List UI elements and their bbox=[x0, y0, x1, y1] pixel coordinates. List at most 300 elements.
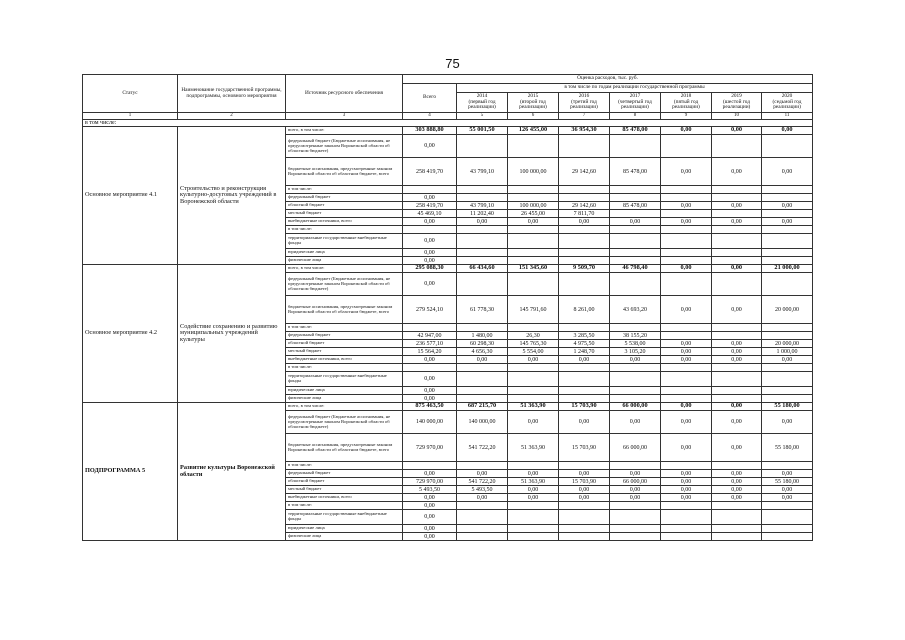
value-year: 0,00 bbox=[762, 470, 813, 478]
value-year: 0,00 bbox=[661, 265, 712, 273]
funding-source: в том числе: bbox=[286, 364, 403, 372]
value-year bbox=[610, 533, 661, 541]
year-value: 2020 bbox=[781, 93, 793, 100]
value-year: 0,00 bbox=[610, 356, 661, 364]
value-year bbox=[661, 249, 712, 257]
value-year: 51 363,90 bbox=[508, 403, 559, 411]
value-year bbox=[762, 502, 813, 510]
value-year bbox=[610, 525, 661, 533]
value-year: 0,00 bbox=[712, 202, 762, 210]
value-year: 0,00 bbox=[762, 356, 813, 364]
section-name: Содействие сохранению и развитию муниципальных учреждений культуры bbox=[178, 265, 286, 403]
value-year: 0,00 bbox=[661, 486, 712, 494]
value-year bbox=[712, 372, 762, 387]
section-status: Основное мероприятие 4.1 bbox=[83, 127, 178, 265]
value-year bbox=[762, 533, 813, 541]
value-year bbox=[762, 186, 813, 194]
value-year bbox=[712, 462, 762, 470]
value-year: 0,00 bbox=[661, 494, 712, 502]
value-year: 0,00 bbox=[610, 470, 661, 478]
value-year bbox=[457, 324, 508, 332]
value-year: 85 478,00 bbox=[610, 158, 661, 186]
value-year: 0,00 bbox=[661, 218, 712, 226]
funding-source: местный бюджет bbox=[286, 210, 403, 218]
value-year bbox=[559, 257, 610, 265]
value-year: 46 798,40 bbox=[610, 265, 661, 273]
year-value: 2018 bbox=[680, 93, 692, 100]
value-year: 140 000,00 bbox=[457, 411, 508, 434]
value-year: 0,00 bbox=[762, 127, 813, 135]
value-year: 100 000,00 bbox=[508, 158, 559, 186]
column-number: 5 bbox=[457, 113, 508, 120]
value-year bbox=[661, 226, 712, 234]
value-total: 0,00 bbox=[403, 273, 457, 296]
header-source: Источник ресурсного обеспечения bbox=[286, 75, 403, 113]
funding-source: территориальные государственные внебюджетные фонды bbox=[286, 510, 403, 525]
value-year bbox=[661, 395, 712, 403]
value-year bbox=[610, 324, 661, 332]
value-year bbox=[661, 502, 712, 510]
funding-source: всего, в том числе: bbox=[286, 127, 403, 135]
value-total: 5 493,50 bbox=[403, 486, 457, 494]
value-year: 0,00 bbox=[712, 340, 762, 348]
value-year: 36 954,30 bbox=[559, 127, 610, 135]
value-year: 151 345,60 bbox=[508, 265, 559, 273]
year-value: 2016 bbox=[578, 93, 590, 100]
value-year: 0,00 bbox=[508, 486, 559, 494]
value-total: 0,00 bbox=[403, 194, 457, 202]
value-year: 0,00 bbox=[661, 127, 712, 135]
value-year: 55 180,00 bbox=[762, 403, 813, 411]
funding-source: юридические лица bbox=[286, 525, 403, 533]
column-number: 1 bbox=[83, 113, 178, 120]
funding-source: областной бюджет bbox=[286, 202, 403, 210]
value-year bbox=[457, 387, 508, 395]
funding-source: внебюджетные источники, всего bbox=[286, 494, 403, 502]
value-year: 0,00 bbox=[508, 494, 559, 502]
value-year: 11 202,40 bbox=[457, 210, 508, 218]
value-year bbox=[457, 249, 508, 257]
funding-source: областной бюджет bbox=[286, 340, 403, 348]
value-year: 0,00 bbox=[762, 218, 813, 226]
year-label: (пятый год реализации) bbox=[672, 98, 700, 111]
value-year bbox=[559, 234, 610, 249]
value-year bbox=[508, 510, 559, 525]
value-year bbox=[661, 257, 712, 265]
funding-source: бюджетные ассигнования, предусмотренные законом Воронежской области об областном бюджете, всего bbox=[286, 434, 403, 462]
value-year bbox=[610, 502, 661, 510]
value-year: 61 778,30 bbox=[457, 296, 508, 324]
value-year: 0,00 bbox=[712, 348, 762, 356]
value-year bbox=[762, 525, 813, 533]
value-year: 0,00 bbox=[712, 478, 762, 486]
value-year: 0,00 bbox=[762, 494, 813, 502]
year-label: (третий год реализации) bbox=[570, 98, 598, 111]
value-year bbox=[610, 249, 661, 257]
value-year: 0,00 bbox=[559, 494, 610, 502]
value-total: 0,00 bbox=[403, 510, 457, 525]
column-number: 10 bbox=[712, 113, 762, 120]
value-year: 0,00 bbox=[762, 202, 813, 210]
header-year-2014 bbox=[457, 93, 508, 113]
value-total: 0,00 bbox=[403, 470, 457, 478]
value-year: 0,00 bbox=[712, 411, 762, 434]
value-year: 0,00 bbox=[762, 486, 813, 494]
value-year: 0,00 bbox=[661, 348, 712, 356]
value-year bbox=[661, 135, 712, 158]
header-name: Наименование государственной программы, подпрограммы, основного мероприятия bbox=[178, 75, 286, 113]
value-year: 0,00 bbox=[610, 486, 661, 494]
funding-source: федеральный бюджет bbox=[286, 194, 403, 202]
value-year bbox=[457, 510, 508, 525]
funding-source: местный бюджет bbox=[286, 486, 403, 494]
value-total: 0,00 bbox=[403, 395, 457, 403]
funding-source: физические лица bbox=[286, 257, 403, 265]
value-total bbox=[403, 462, 457, 470]
value-total: 729 970,00 bbox=[403, 434, 457, 462]
value-year bbox=[508, 135, 559, 158]
value-year: 26,30 bbox=[508, 332, 559, 340]
value-year: 541 722,20 bbox=[457, 434, 508, 462]
value-year: 0,00 bbox=[661, 403, 712, 411]
value-year bbox=[762, 135, 813, 158]
value-total: 0,00 bbox=[403, 494, 457, 502]
value-year bbox=[508, 395, 559, 403]
value-year: 5 538,00 bbox=[610, 340, 661, 348]
value-year bbox=[508, 234, 559, 249]
value-year: 100 000,00 bbox=[508, 202, 559, 210]
value-year: 85 478,00 bbox=[610, 202, 661, 210]
value-year: 38 155,20 bbox=[610, 332, 661, 340]
value-year: 55 180,00 bbox=[762, 478, 813, 486]
value-total: 0,00 bbox=[403, 387, 457, 395]
value-year: 0,00 bbox=[559, 356, 610, 364]
value-year: 3 105,20 bbox=[610, 348, 661, 356]
value-year: 0,00 bbox=[712, 296, 762, 324]
value-year bbox=[712, 234, 762, 249]
value-year: 15 703,90 bbox=[559, 478, 610, 486]
value-year bbox=[559, 502, 610, 510]
funding-source: федеральный бюджет bbox=[286, 332, 403, 340]
value-year: 66 000,00 bbox=[610, 478, 661, 486]
value-year: 687 215,70 bbox=[457, 403, 508, 411]
value-year bbox=[610, 387, 661, 395]
value-year: 0,00 bbox=[508, 470, 559, 478]
value-total: 236 577,10 bbox=[403, 340, 457, 348]
value-year: 9 509,70 bbox=[559, 265, 610, 273]
value-year bbox=[559, 525, 610, 533]
value-year bbox=[661, 210, 712, 218]
value-year bbox=[661, 186, 712, 194]
value-year bbox=[559, 135, 610, 158]
value-year: 0,00 bbox=[712, 494, 762, 502]
funding-source: территориальные государственные внебюджетные фонды bbox=[286, 372, 403, 387]
value-year bbox=[508, 387, 559, 395]
value-year bbox=[559, 395, 610, 403]
column-number: 3 bbox=[286, 113, 403, 120]
table-row bbox=[83, 265, 813, 273]
value-year bbox=[508, 533, 559, 541]
value-year: 0,00 bbox=[610, 494, 661, 502]
column-number: 8 bbox=[610, 113, 661, 120]
value-total: 0,00 bbox=[403, 218, 457, 226]
value-year bbox=[610, 194, 661, 202]
value-year bbox=[712, 194, 762, 202]
funding-source: юридические лица bbox=[286, 387, 403, 395]
value-year bbox=[610, 210, 661, 218]
value-total: 0,00 bbox=[403, 502, 457, 510]
table-body bbox=[83, 120, 813, 541]
value-year bbox=[712, 273, 762, 296]
value-year bbox=[457, 462, 508, 470]
value-year bbox=[457, 502, 508, 510]
table-row bbox=[83, 403, 813, 411]
value-year bbox=[559, 249, 610, 257]
year-label: (седьмой год реализации) bbox=[772, 98, 802, 111]
value-year bbox=[610, 462, 661, 470]
value-year bbox=[508, 462, 559, 470]
year-label: (четвертый год реализации) bbox=[618, 98, 652, 111]
value-total: 0,00 bbox=[403, 234, 457, 249]
column-number: 4 bbox=[403, 113, 457, 120]
value-year: 55 180,00 bbox=[762, 434, 813, 462]
value-year: 60 298,30 bbox=[457, 340, 508, 348]
value-year bbox=[457, 273, 508, 296]
value-year bbox=[712, 395, 762, 403]
value-year bbox=[762, 332, 813, 340]
funding-source: в том числе: bbox=[286, 502, 403, 510]
column-number: 7 bbox=[559, 113, 610, 120]
value-year: 0,00 bbox=[661, 340, 712, 348]
funding-source: в том числе: bbox=[286, 186, 403, 194]
year-value: 2015 bbox=[527, 93, 539, 100]
value-year bbox=[508, 194, 559, 202]
table-header bbox=[83, 75, 813, 120]
year-value: 2019 bbox=[731, 93, 742, 100]
value-year bbox=[559, 273, 610, 296]
value-year bbox=[661, 525, 712, 533]
value-year bbox=[457, 372, 508, 387]
page-number: 75 bbox=[445, 56, 460, 71]
year-label: (шестой год реализации) bbox=[722, 98, 751, 111]
value-year bbox=[457, 226, 508, 234]
funding-source: юридические лица bbox=[286, 249, 403, 257]
value-year bbox=[508, 525, 559, 533]
value-year bbox=[762, 234, 813, 249]
value-year bbox=[762, 249, 813, 257]
value-year bbox=[762, 226, 813, 234]
value-year bbox=[508, 324, 559, 332]
value-year bbox=[762, 372, 813, 387]
funding-source: федеральный бюджет (Бюджетные ассигнования, не предусмотренные законом Воронежской области об областном бюджете) bbox=[286, 135, 403, 158]
value-year bbox=[661, 324, 712, 332]
funding-source: местный бюджет bbox=[286, 348, 403, 356]
funding-source: территориальные государственные внебюджетные фонды bbox=[286, 234, 403, 249]
value-year: 0,00 bbox=[559, 470, 610, 478]
value-year: 0,00 bbox=[712, 218, 762, 226]
value-year bbox=[508, 502, 559, 510]
value-year bbox=[712, 210, 762, 218]
value-total: 258 419,70 bbox=[403, 158, 457, 186]
value-year bbox=[661, 510, 712, 525]
value-year: 0,00 bbox=[508, 356, 559, 364]
value-year bbox=[559, 387, 610, 395]
value-year bbox=[610, 257, 661, 265]
value-year bbox=[559, 510, 610, 525]
value-year: 8 261,00 bbox=[559, 296, 610, 324]
value-year bbox=[508, 249, 559, 257]
value-year bbox=[610, 273, 661, 296]
header-by-years: в том числе по годам реализации государственной программы bbox=[457, 84, 813, 93]
funding-source: областной бюджет bbox=[286, 478, 403, 486]
year-label: (первый год реализации) bbox=[468, 98, 496, 111]
value-year: 66 000,00 bbox=[610, 434, 661, 462]
value-year: 15 703,90 bbox=[559, 403, 610, 411]
funding-source: бюджетные ассигнования, предусмотренные законом Воронежской области об областном бюджете, всего bbox=[286, 158, 403, 186]
value-total: 42 947,00 bbox=[403, 332, 457, 340]
value-total: 45 469,10 bbox=[403, 210, 457, 218]
value-year: 0,00 bbox=[661, 478, 712, 486]
value-year bbox=[508, 226, 559, 234]
value-year: 0,00 bbox=[712, 265, 762, 273]
value-total: 295 088,30 bbox=[403, 265, 457, 273]
table-row bbox=[83, 127, 813, 135]
funding-source: физические лица bbox=[286, 533, 403, 541]
intro-label: в том числе: bbox=[83, 120, 813, 127]
value-year bbox=[457, 135, 508, 158]
value-year bbox=[661, 533, 712, 541]
header-year-2017 bbox=[610, 93, 661, 113]
year-value: 2014 bbox=[476, 93, 488, 100]
budget-table bbox=[82, 74, 813, 541]
value-year bbox=[508, 273, 559, 296]
value-year: 0,00 bbox=[712, 470, 762, 478]
value-year: 1 248,70 bbox=[559, 348, 610, 356]
value-year: 0,00 bbox=[559, 218, 610, 226]
value-year bbox=[661, 234, 712, 249]
value-year bbox=[508, 257, 559, 265]
value-year bbox=[457, 364, 508, 372]
funding-source: в том числе: bbox=[286, 226, 403, 234]
value-year: 66 434,60 bbox=[457, 265, 508, 273]
funding-source: внебюджетные источники, всего bbox=[286, 356, 403, 364]
value-total bbox=[403, 364, 457, 372]
header-year-2020 bbox=[762, 93, 813, 113]
value-year bbox=[508, 372, 559, 387]
value-year: 1 480,00 bbox=[457, 332, 508, 340]
value-year: 85 478,00 bbox=[610, 127, 661, 135]
value-year: 43 799,10 bbox=[457, 202, 508, 210]
header-total: Всего bbox=[403, 84, 457, 113]
header-year-2015 bbox=[508, 93, 559, 113]
value-year: 0,00 bbox=[559, 486, 610, 494]
value-year bbox=[712, 533, 762, 541]
value-total: 0,00 bbox=[403, 257, 457, 265]
value-total bbox=[403, 186, 457, 194]
year-label: (второй год реализации) bbox=[519, 98, 547, 111]
value-year bbox=[559, 462, 610, 470]
value-year: 0,00 bbox=[661, 296, 712, 324]
value-year: 5 493,50 bbox=[457, 486, 508, 494]
value-year: 0,00 bbox=[712, 403, 762, 411]
value-total: 0,00 bbox=[403, 372, 457, 387]
value-year: 21 000,00 bbox=[762, 265, 813, 273]
value-total: 303 888,80 bbox=[403, 127, 457, 135]
value-year bbox=[712, 502, 762, 510]
value-total: 0,00 bbox=[403, 249, 457, 257]
value-year bbox=[559, 372, 610, 387]
value-year: 145 765,30 bbox=[508, 340, 559, 348]
value-year bbox=[661, 332, 712, 340]
column-number: 6 bbox=[508, 113, 559, 120]
value-year bbox=[762, 273, 813, 296]
value-year bbox=[762, 194, 813, 202]
value-year bbox=[610, 395, 661, 403]
funding-source: бюджетные ассигнования, предусмотренные законом Воронежской области об областном бюджете, всего bbox=[286, 296, 403, 324]
value-year: 0,00 bbox=[712, 127, 762, 135]
header-year-2018 bbox=[661, 93, 712, 113]
funding-source: всего, в том числе: bbox=[286, 265, 403, 273]
value-year bbox=[661, 364, 712, 372]
value-year: 145 791,60 bbox=[508, 296, 559, 324]
value-total: 0,00 bbox=[403, 356, 457, 364]
value-year bbox=[661, 462, 712, 470]
value-year bbox=[508, 364, 559, 372]
value-year: 7 811,70 bbox=[559, 210, 610, 218]
value-year bbox=[712, 257, 762, 265]
header-status: Статус bbox=[83, 75, 178, 113]
value-year bbox=[457, 533, 508, 541]
value-year: 0,00 bbox=[457, 494, 508, 502]
value-year bbox=[457, 234, 508, 249]
value-year: 0,00 bbox=[457, 470, 508, 478]
value-year: 0,00 bbox=[712, 158, 762, 186]
value-year bbox=[457, 525, 508, 533]
value-year: 43 693,20 bbox=[610, 296, 661, 324]
value-year bbox=[712, 226, 762, 234]
value-year: 0,00 bbox=[661, 356, 712, 364]
year-value: 2017 bbox=[629, 93, 641, 100]
value-year bbox=[712, 324, 762, 332]
value-total bbox=[403, 324, 457, 332]
value-year bbox=[712, 387, 762, 395]
funding-source: физические лица bbox=[286, 395, 403, 403]
value-year bbox=[712, 186, 762, 194]
value-year bbox=[559, 364, 610, 372]
column-number: 11 bbox=[762, 113, 813, 120]
value-year: 29 142,60 bbox=[559, 158, 610, 186]
header-year-2016 bbox=[559, 93, 610, 113]
value-total: 258 419,70 bbox=[403, 202, 457, 210]
value-year bbox=[661, 387, 712, 395]
value-total: 875 463,50 bbox=[403, 403, 457, 411]
value-year bbox=[762, 364, 813, 372]
value-year: 0,00 bbox=[559, 411, 610, 434]
value-total: 279 524,10 bbox=[403, 296, 457, 324]
value-year: 0,00 bbox=[661, 434, 712, 462]
value-year: 0,00 bbox=[661, 158, 712, 186]
value-year bbox=[712, 332, 762, 340]
funding-source: федеральный бюджет (Бюджетные ассигнования, не предусмотренные законом Воронежской области об областном бюджете) bbox=[286, 273, 403, 296]
value-year bbox=[457, 194, 508, 202]
value-year: 0,00 bbox=[508, 218, 559, 226]
value-year bbox=[712, 525, 762, 533]
value-total: 0,00 bbox=[403, 533, 457, 541]
funding-source: федеральный бюджет (Бюджетные ассигнования, не предусмотренные законом Воронежской области об областном бюджете) bbox=[286, 411, 403, 434]
value-year bbox=[457, 186, 508, 194]
value-year bbox=[508, 186, 559, 194]
value-year bbox=[712, 510, 762, 525]
